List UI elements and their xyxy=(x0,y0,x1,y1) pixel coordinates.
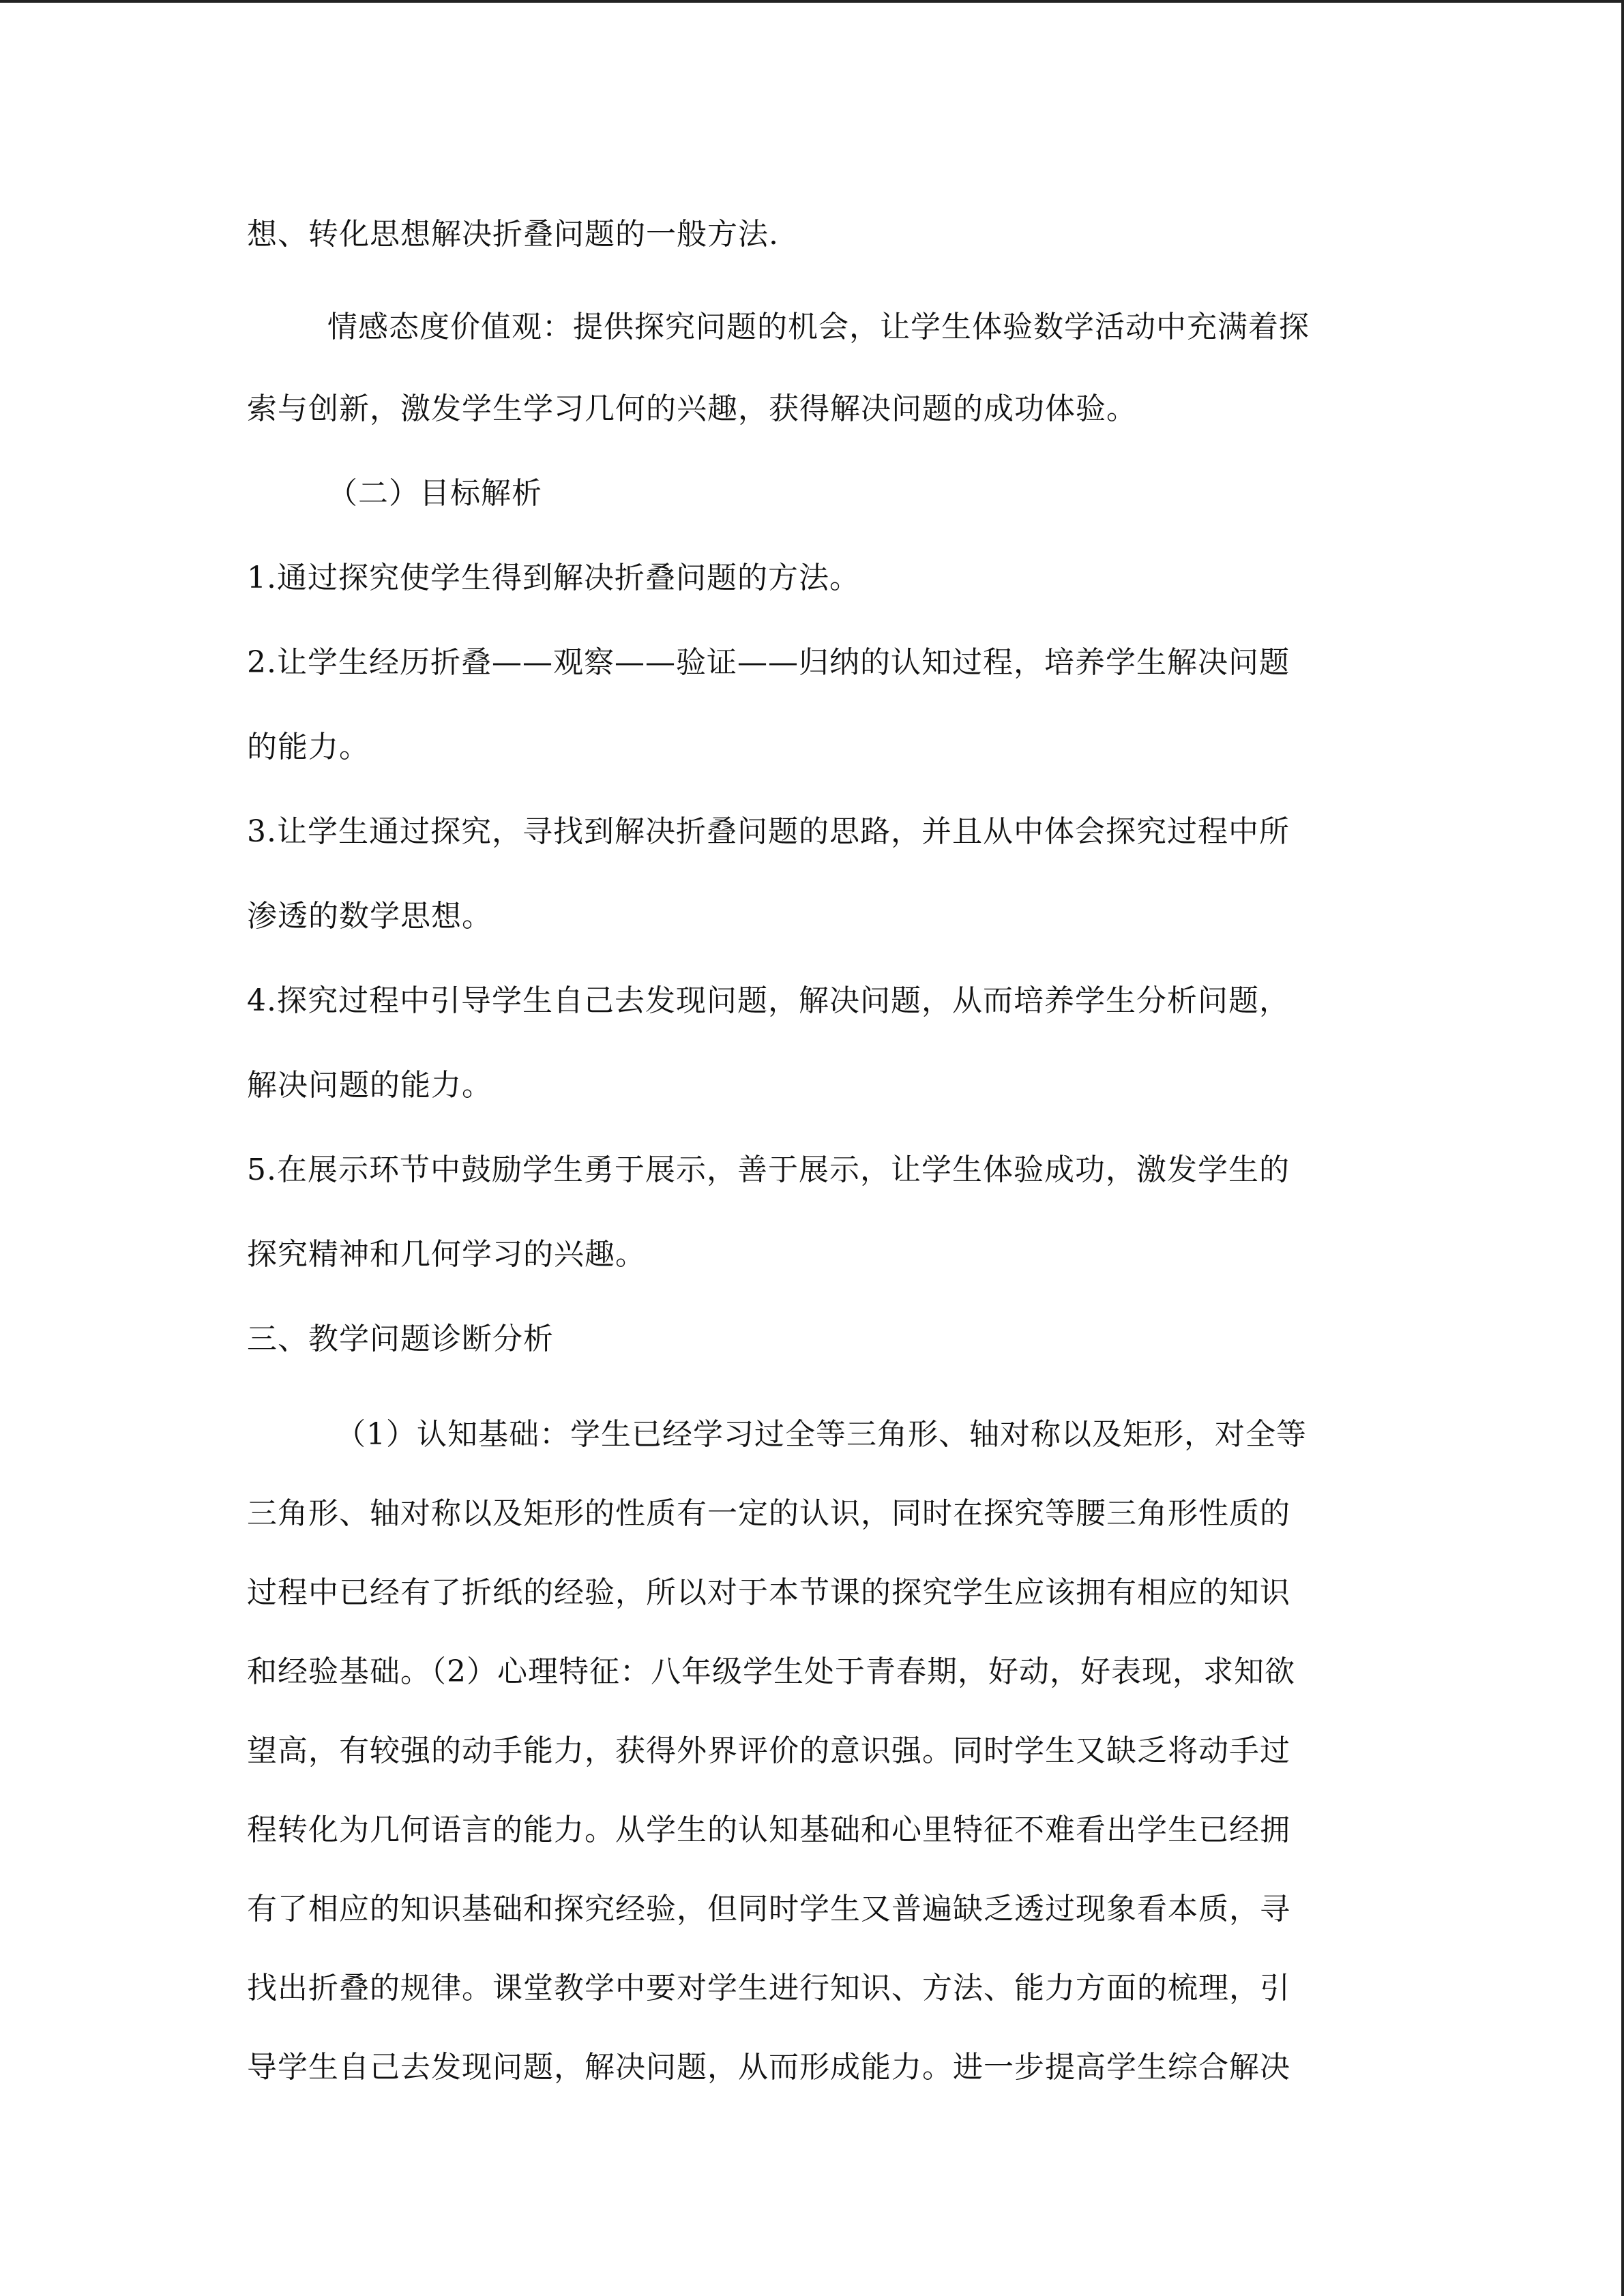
paragraph-line-1: （1）认知基础：学生已经学习过全等三角形、轴对称以及矩形，对全等 xyxy=(336,1417,1307,1452)
section-heading-2: （二）目标解析 xyxy=(327,476,542,511)
section-heading-3: 三、教学问题诊断分析 xyxy=(247,1322,554,1356)
page-right-border xyxy=(1621,0,1624,2296)
list-item-4: 4.探究过程中引导学生自己去发现问题，解决问题，从而培养学生分析问题， xyxy=(247,983,1290,1018)
list-item-1: 1.通过探究使学生得到解决折叠问题的方法。 xyxy=(247,561,860,595)
list-item-3-cont: 渗透的数学思想。 xyxy=(247,899,492,934)
page-top-border xyxy=(0,0,1624,3)
paragraph-line-5: 望高，有较强的动手能力，获得外界评价的意识强。同时学生又缺乏将动手过 xyxy=(247,1733,1290,1768)
list-item-5: 5.在展示环节中鼓励学生勇于展示，善于展示，让学生体验成功，激发学生的 xyxy=(247,1152,1290,1187)
list-item-2: 2.让学生经历折叠——观察——验证——归纳的认知过程，培养学生解决问题 xyxy=(247,645,1290,680)
text-line-1: 想、转化思想解决折叠问题的一般方法. xyxy=(247,217,779,252)
paragraph-line-7: 有了相应的知识基础和探究经验，但同时学生又普遍缺乏透过现象看本质，寻 xyxy=(247,1892,1290,1926)
list-item-4-cont: 解决问题的能力。 xyxy=(247,1068,492,1103)
list-item-2-cont: 的能力。 xyxy=(247,730,370,764)
paragraph-line-8: 找出折叠的规律。课堂教学中要对学生进行知识、方法、能力方面的梳理，引 xyxy=(247,1971,1290,2006)
list-item-3: 3.让学生通过探究，寻找到解决折叠问题的思路，并且从中体会探究过程中所 xyxy=(247,814,1290,849)
paragraph-line-4: 和经验基础。（2）心理特征：八年级学生处于青春期，好动，好表现，求知欲 xyxy=(247,1654,1295,1689)
text-line-2: 情感态度价值观：提供探究问题的机会，让学生体验数学活动中充满着探 xyxy=(327,310,1310,344)
list-item-5-cont: 探究精神和几何学习的兴趣。 xyxy=(247,1237,646,1272)
paragraph-line-2: 三角形、轴对称以及矩形的性质有一定的认识，同时在探究等腰三角形性质的 xyxy=(247,1496,1290,1531)
text-line-3: 索与创新，激发学生学习几何的兴趣，获得解决问题的成功体验。 xyxy=(247,391,1137,426)
paragraph-line-6: 程转化为几何语言的能力。从学生的认知基础和心里特征不难看出学生已经拥 xyxy=(247,1813,1290,1847)
paragraph-line-9: 导学生自己去发现问题，解决问题，从而形成能力。进一步提高学生综合解决 xyxy=(247,2050,1290,2085)
paragraph-line-3: 过程中已经有了折纸的经验，所以对于本节课的探究学生应该拥有相应的知识 xyxy=(247,1575,1290,1610)
